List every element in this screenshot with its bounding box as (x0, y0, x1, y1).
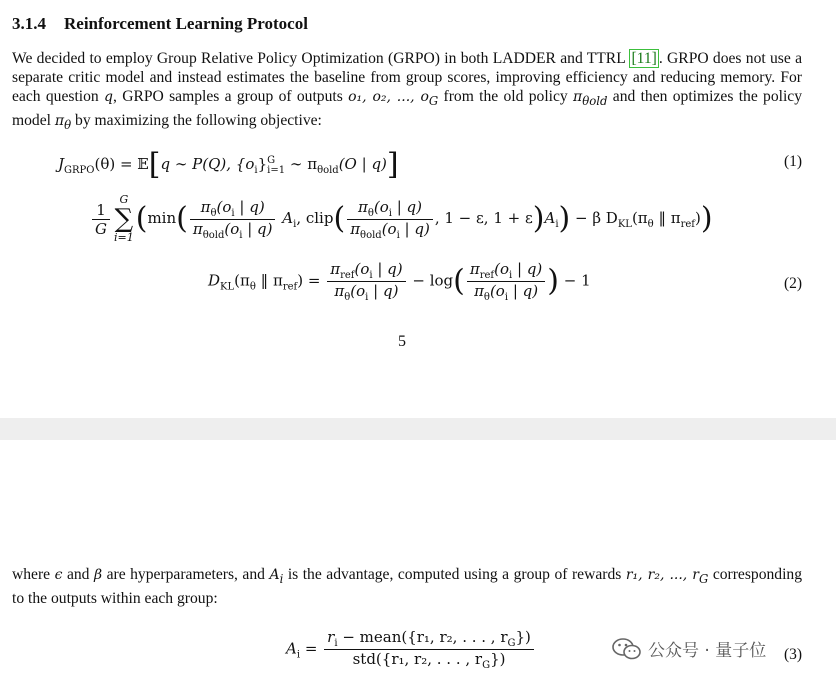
equation-2: $D_{KL}(\pi_\theta$ ‖ $\pi_{ref}$) = $\frac{\pi_{ref}(o_i | q)}{\pi_\theta(o_i | q)}$ − log( $\frac{\pi_{ref}(o_i | q)}{\pi_\theta(o_i | q)}$ ) − 1 (208, 260, 591, 303)
text-run: by maximizing the following objective: (71, 111, 322, 129)
equation-1-number: (1) (784, 153, 803, 170)
page-separator (0, 418, 836, 440)
math-pi-old: $\pi_{\theta old}$ (573, 89, 608, 108)
math-advantage: $A_i$ (269, 567, 284, 586)
summation: G ∑ i=1 (113, 193, 134, 244)
text-run: , GRPO samples a group of outputs (113, 88, 349, 105)
wechat-icon (612, 637, 642, 661)
equation-3-number: (3) (784, 646, 803, 663)
section-number: 3.1.4 (12, 14, 46, 33)
objective-expression: $\frac{1}{G}$ G ∑ i=1(min( $\frac{\pi_\theta(o_i | q)}{\pi_{\theta old}(o_i | q)}$ $A_i$, clip( $\frac{\pi_\theta(o_i | q)}{\pi_{\theta old}(o_i | q)}$ , 1 − ε, $1 + \varepsilon)A_i) - \beta$ $D_{KL}(\pi_\theta$ ‖ $\pi_{ref}$)) (90, 194, 713, 244)
math-beta: β (93, 567, 103, 583)
equation-1: $J_{GRPO}(\theta)$ = 𝔼[q ∼ P(Q), $\{o_i\}^G_{i=1}$ ∼ $\pi_{\theta old}(O$ | q)] (58, 147, 399, 182)
watermark-text: 公众号 · 量子位 (648, 641, 767, 661)
intro-paragraph (12, 49, 802, 135)
text-run: and (62, 566, 94, 583)
section-title: Reinforcement Learning Protocol (64, 14, 308, 33)
page-number: 5 (398, 333, 406, 350)
kl-fraction-1: $\frac{\pi_{ref}(o_i | q)}{\pi_\theta(o_i | q)}$ (327, 260, 405, 303)
text-run: are hyperparameters, and (102, 566, 270, 583)
text-run: and then optimizes the policy model (12, 88, 803, 129)
text-run: from the old policy (438, 88, 574, 105)
math-epsilon: ϵ (54, 567, 63, 583)
kl-fraction-2: $\frac{\pi_{ref}(o_i | q)}{\pi_\theta(o_i | q)}$ (467, 260, 545, 303)
watermark (612, 636, 766, 661)
text-run: where (12, 566, 55, 583)
math-pi-theta: $\pi_\theta$ (54, 112, 72, 132)
math-q: q (104, 89, 113, 105)
text-run: corresponding to the outputs within each group: (12, 566, 803, 607)
section-heading (12, 14, 308, 34)
ratio-fraction: $\frac{\pi_\theta(o_i | q)}{\pi_{\theta old}(o_i | q)}$ (190, 198, 276, 241)
advantage-fraction: $\frac{r_i - mean(\{r_1, r_2, . . . , r_G\})}{std(\{r_1, r_2, . . . , r_G\})}$ (324, 628, 534, 671)
text-run: We decided to employ Group Relative Policy Optimization (GRPO) in both LADDER and TTRL (12, 50, 630, 67)
coefficient-fraction: $\frac{1}{G}$ (92, 201, 110, 238)
advantage-paragraph (12, 565, 802, 608)
text-run: is the advantage, computed using a group of rewards (283, 566, 626, 583)
math-rewards: r₁, r₂, ..., $r_G$ (625, 567, 709, 586)
equation-3: $A_i$ = $\frac{r_i - mean(\{r_1, r_2, . . . , r_G\})}{std(\{r_1, r_2, . . . , r_G\})}$ (286, 628, 536, 671)
clip-ratio-fraction: $\frac{\pi_\theta(o_i | q)}{\pi_{\theta old}(o_i | q)}$ (347, 198, 433, 241)
math-outputs: o₁, o₂, ..., $o_G$ (348, 89, 439, 108)
text-run: . GRPO does not use a separate critic model and instead estimates the baseline from group scores, improving efficiency and reducing memory. For each question (12, 50, 802, 105)
citation-link[interactable]: [11] (631, 50, 657, 67)
equation-2-number: (2) (784, 275, 803, 292)
